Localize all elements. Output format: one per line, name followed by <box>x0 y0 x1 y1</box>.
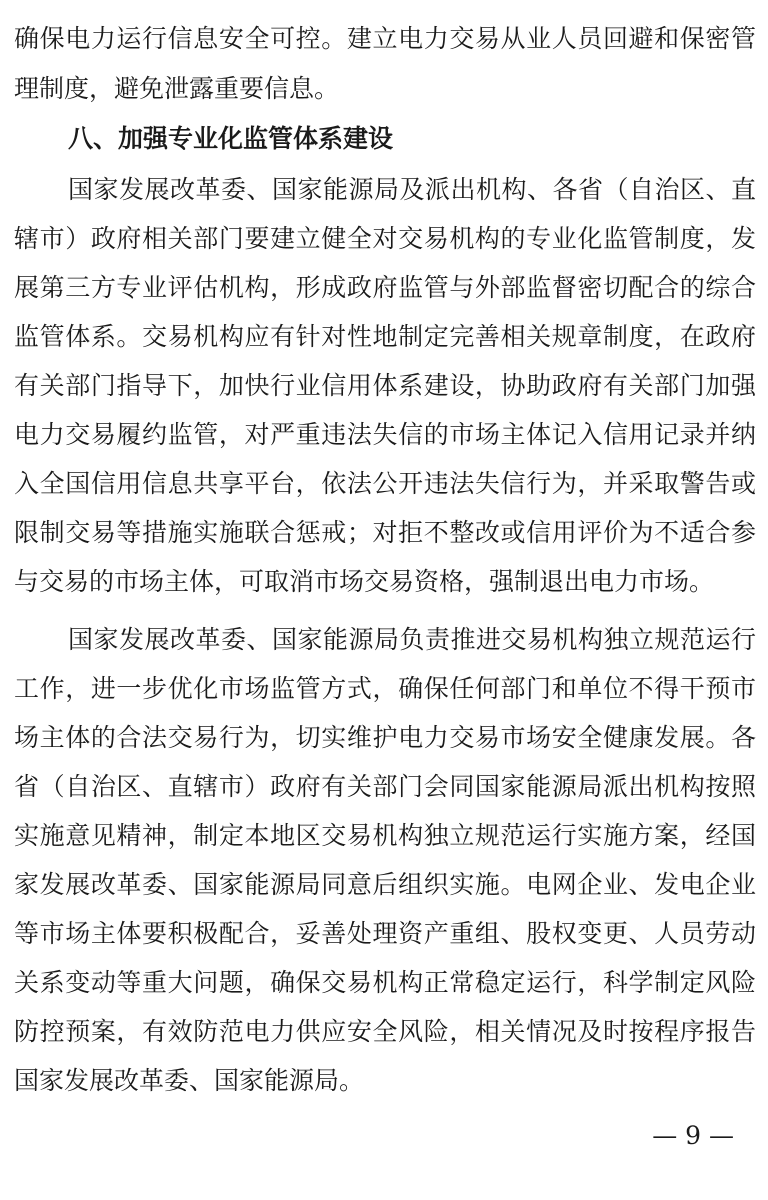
paragraph-1-line: 展第三方专业评估机构，形成政府监管与外部监督密切配合的综合 <box>14 273 756 302</box>
document-page <box>14 0 756 1200</box>
paragraph-2-line: 关系变动等重大问题，确保交易机构正常稳定运行，科学制定风险 <box>14 968 756 997</box>
paragraph-2-line: 国家发展改革委、国家能源局。 <box>14 1066 365 1095</box>
paragraph-1-line: 辖市）政府相关部门要建立健全对交易机构的专业化监管制度，发 <box>14 224 756 253</box>
paragraph-2-line: 省（自治区、直辖市）政府有关部门会同国家能源局派出机构按照 <box>14 772 756 801</box>
paragraph-2-line: 等市场主体要积极配合，妥善处理资产重组、股权变更、人员劳动 <box>14 919 756 948</box>
text-line: 确保电力运行信息安全可控。建立电力交易从业人员回避和保密管 <box>14 24 756 53</box>
paragraph-1-line: 限制交易等措施实施联合惩戒；对拒不整改或信用评价为不适合参 <box>14 518 756 547</box>
paragraph-1-line: 电力交易履约监管，对严重违法失信的市场主体记入信用记录并纳 <box>14 420 756 449</box>
paragraph-2-line: 国家发展改革委、国家能源局负责推进交易机构独立规范运行 <box>68 625 756 654</box>
paragraph-1-line: 与交易的市场主体，可取消市场交易资格，强制退出电力市场。 <box>14 567 715 596</box>
paragraph-1-line: 国家发展改革委、国家能源局及派出机构、各省（自治区、直 <box>68 175 756 204</box>
paragraph-1-line: 监管体系。交易机构应有针对性地制定完善相关规章制度，在政府 <box>14 322 756 351</box>
paragraph-2-line: 防控预案，有效防范电力供应安全风险，相关情况及时按程序报告 <box>14 1017 756 1046</box>
paragraph-2-line: 家发展改革委、国家能源局同意后组织实施。电网企业、发电企业 <box>14 870 756 899</box>
paragraph-2-line: 场主体的合法交易行为，切实维护电力交易市场安全健康发展。各 <box>14 723 756 752</box>
text-line: 理制度，避免泄露重要信息。 <box>14 74 340 103</box>
paragraph-1-line: 有关部门指导下，加快行业信用体系建设，协助政府有关部门加强 <box>14 371 756 400</box>
page-number: — 9 — <box>652 1121 734 1150</box>
paragraph-2-line: 实施意见精神，制定本地区交易机构独立规范运行实施方案，经国 <box>14 821 756 850</box>
paragraph-1-line: 入全国信用信息共享平台，依法公开违法失信行为，并采取警告或 <box>14 469 756 498</box>
section-heading: 八、加强专业化监管体系建设 <box>68 124 394 153</box>
paragraph-2-line: 工作，进一步优化市场监管方式，确保任何部门和单位不得干预市 <box>14 674 756 703</box>
